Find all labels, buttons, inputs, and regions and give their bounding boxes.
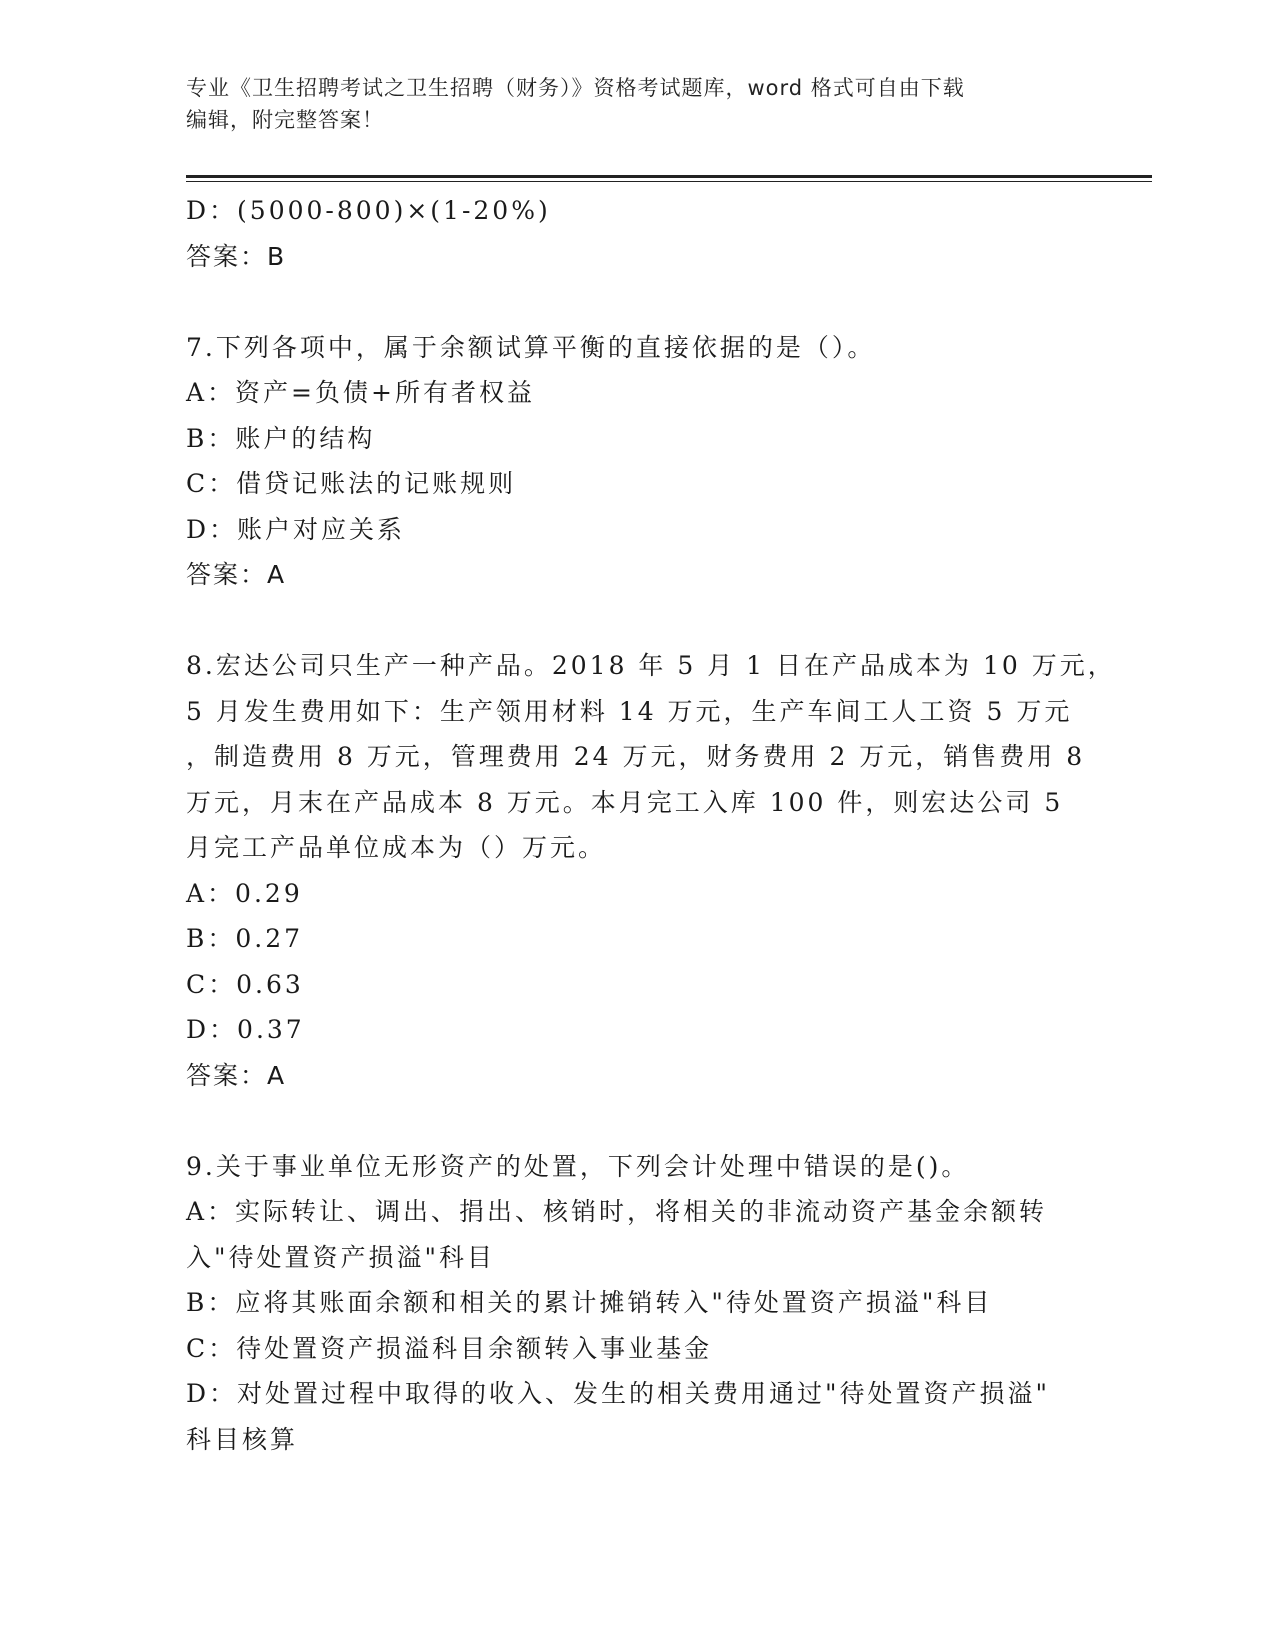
question-stem-line-2: 5 月发生费用如下：生产领用材料 14 万元，生产车间工人工资 5 万元: [186, 696, 1073, 726]
question-stem-line-4: 万元，月末在产品成本 8 万元。本月完工入库 100 件，则宏达公司 5: [186, 787, 1064, 817]
option-a: A：0.29: [186, 878, 303, 908]
header-rule-thin: [186, 181, 1152, 182]
question-8: [186, 643, 1116, 1098]
document-header: [186, 72, 1066, 136]
option-d: D：0.37: [186, 1015, 305, 1044]
question-stem: 7.下列各项中，属于余额试算平衡的直接依据的是（）。: [186, 332, 876, 362]
option-b: B：0.27: [186, 924, 304, 953]
option-d-line-1: D：对处置过程中取得的收入、发生的相关费用通过"待处置资产损溢": [186, 1379, 1051, 1408]
answer: 答案：A: [186, 1060, 287, 1090]
option-d-line-2: 科目核算: [186, 1424, 299, 1454]
spacer: [186, 1098, 1086, 1144]
option-b: B：账户的结构: [186, 423, 376, 453]
header-rule-thick: [186, 175, 1152, 178]
option-b: B：应将其账面余额和相关的累计摊销转入"待处置资产损溢"科目: [186, 1288, 993, 1317]
question-6-tail: [186, 188, 1086, 279]
question-9: [186, 1144, 1086, 1463]
header-line-1: 专业《卫生招聘考试之卫生招聘（财务）》资格考试题库，word 格式可自由下载: [186, 76, 965, 100]
option-a: A：资产=负债+所有者权益: [186, 378, 535, 407]
option-c: C：借贷记账法的记账规则: [186, 469, 517, 498]
question-stem: 9.关于事业单位无形资产的处置，下列会计处理中错误的是()。: [186, 1151, 970, 1181]
document-body: [186, 188, 1116, 1462]
question-stem-line-5: 月完工产品单位成本为（）万元。: [186, 833, 607, 862]
question-stem-line-3: ，制造费用 8 万元，管理费用 24 万元，财务费用 2 万元，销售费用 8: [186, 742, 1086, 771]
spacer: [186, 279, 1086, 325]
option-a-line-1: A：实际转让、调出、捐出、核销时，将相关的非流动资产基金余额转: [186, 1197, 1048, 1226]
option-d: D：(5000-800)×(1-20%): [186, 196, 551, 225]
answer: 答案：A: [186, 560, 287, 589]
question-7: [186, 325, 1086, 598]
answer: 答案：B: [186, 241, 287, 271]
header-line-2: 编辑，附完整答案！: [186, 108, 384, 132]
option-c: C：0.63: [186, 969, 304, 999]
question-stem-line-1: 8.宏达公司只生产一种产品。2018 年 5 月 1 日在产品成本为 10 万元，: [186, 651, 1116, 680]
option-c: C：待处置资产损溢科目余额转入事业基金: [186, 1333, 713, 1363]
option-a-line-2: 入"待处置资产损溢"科目: [186, 1242, 495, 1272]
spacer: [186, 598, 1086, 644]
option-d: D：账户对应关系: [186, 514, 406, 544]
